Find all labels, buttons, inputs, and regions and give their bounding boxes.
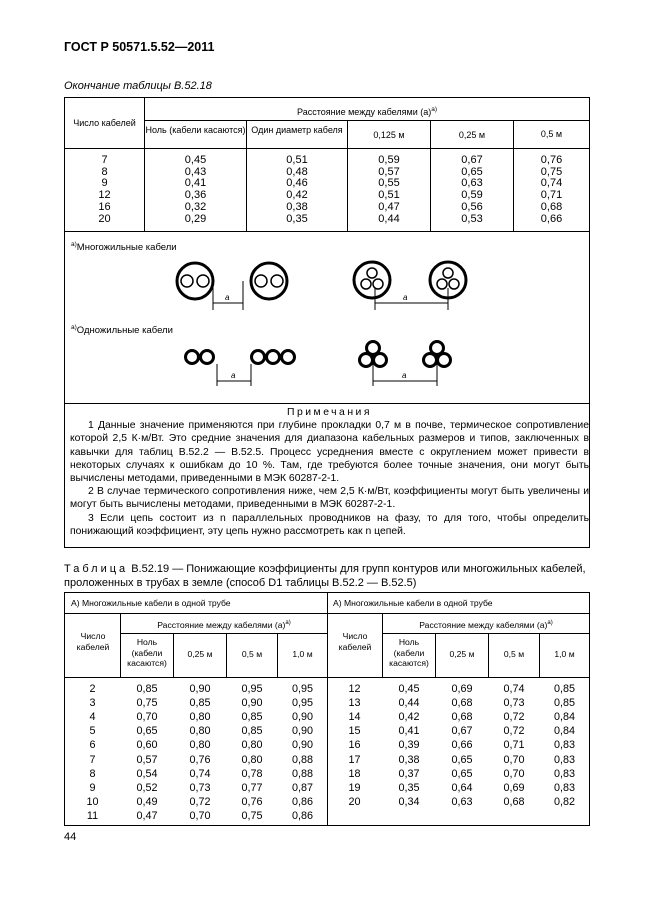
coefficient-cell: 0,71	[540, 189, 563, 202]
coefficient-cell: 0,44	[378, 212, 400, 225]
coefficient-cell: 0,68	[540, 200, 563, 213]
right-coefficient-cell: 0,69	[451, 683, 473, 695]
note-2: 2 В случае термического сопротивления ниже, чем 2,5 К·м/Вт, коэффициенты могут быть увеличены и могут быть вычислены методами, приведенными в МЭК 60287-2-1.	[70, 486, 589, 511]
right-group-header: Расстояние между кабелями $(а)^{а)}$	[419, 619, 553, 630]
left-coefficient-cell: 0,88	[291, 753, 313, 766]
left-coefficient-cell: 0,85	[189, 697, 211, 710]
left-cable-count-cell: 4	[89, 711, 96, 724]
right-coefficient-cell: 0,72	[503, 711, 525, 724]
right-coefficient-cell: 0,35	[398, 781, 420, 794]
coefficient-cell: 0,76	[540, 154, 563, 166]
left-cable-count-cell: 6	[89, 739, 96, 752]
coefficient-cell: 0,46	[286, 177, 308, 190]
right-coefficient-cell: 0,73	[503, 697, 525, 710]
coefficient-cell: 0,66	[540, 212, 563, 225]
right-coefficient-cell: 0,65	[451, 767, 473, 780]
cable-count-cell: 8	[101, 165, 108, 178]
right-coefficient-cell: 0,42	[398, 711, 420, 724]
table-continuation-label: Окончание таблицы В.52.18	[64, 80, 212, 92]
left-coefficient-cell: 0,80	[189, 711, 211, 724]
left-cable-count-cell: 3	[89, 697, 96, 710]
right-coefficient-cell: 0,83	[553, 739, 575, 752]
left-coefficient-cell: 0,75	[136, 697, 158, 710]
table-b5219	[64, 592, 590, 826]
left-col-header: Ноль (кабели касаются)	[127, 637, 167, 668]
left-coefficient-cell: 0,95	[291, 697, 313, 710]
coefficient-cell: 0,57	[378, 165, 400, 178]
left-cable-count-cell: 2	[89, 683, 96, 695]
left-coefficient-cell: 0,76	[241, 795, 263, 808]
cable-arrangement-diagram	[65, 238, 589, 398]
coefficient-cell: 0,42	[286, 189, 308, 202]
right-coefficient-cell: 0,72	[503, 725, 525, 738]
left-coefficient-cell: 0,74	[189, 767, 211, 780]
left-coefficient-cell: 0,80	[189, 725, 211, 738]
left-coefficient-cell: 0,90	[291, 725, 313, 738]
coefficient-cell: 0,56	[461, 200, 483, 213]
cable-count-cell: 9	[101, 177, 108, 190]
left-cable-count-cell: 10	[86, 795, 99, 808]
single-core-cables-label: $^{а)}$Одножильные кабели	[71, 324, 173, 337]
left-coefficient-cell: 0,80	[189, 739, 211, 752]
note-1: 1 Данные значение применяются при глубине прокладки 0,7 м в почве, термическое сопротивление которой 2,5 К·м/Вт. Это средние значения для диапазона кабельных размеров и типов, заключенных в кавычки для таблиц В.52.2 — В.52.5. Процесс усреднения вместе с округлением может привести в некоторых случаях к ошибкам до 10 %. Там, где требуются более точные значения, они могут быть вычислены методами, приведенными в МЭК 60287-2-1.	[70, 420, 589, 485]
left-coefficient-cell: 0,52	[136, 781, 158, 794]
right-coefficient-cell: 0,84	[553, 711, 575, 724]
left-col-header: 0,5 м	[241, 649, 263, 659]
left-cable-count-cell: 5	[89, 725, 96, 738]
left-coefficient-cell: 0,85	[241, 725, 263, 738]
coefficient-cell: 0,38	[286, 200, 308, 213]
right-cable-count-cell: 20	[348, 795, 361, 808]
left-coefficient-cell: 0,80	[241, 739, 263, 752]
right-coefficient-cell: 0,68	[451, 711, 473, 724]
left-coefficient-cell: 0,95	[241, 683, 263, 695]
right-coefficient-cell: 0,63	[451, 795, 473, 808]
left-coefficient-cell: 0,73	[189, 781, 211, 794]
multicore-cables-label: $^{а)}$Многожильные кабели	[71, 241, 177, 254]
left-coefficient-cell: 0,54	[136, 767, 158, 780]
coefficient-cell: 0,43	[184, 165, 207, 178]
right-coefficient-cell: 0,70	[503, 767, 525, 780]
left-coefficient-cell: 0,90	[241, 697, 263, 710]
right-cable-count-cell: 19	[348, 781, 361, 794]
table-notes	[70, 406, 589, 538]
left-coefficient-cell: 0,90	[291, 711, 313, 724]
group-header-spacing: Расстояние между кабелями $(а)^{а)}$	[297, 106, 437, 117]
right-coefficient-cell: 0,34	[398, 795, 420, 808]
left-coefficient-cell: 0,49	[136, 795, 158, 808]
left-coefficient-cell: 0,65	[136, 725, 158, 738]
left-coefficient-cell: 0,86	[291, 809, 313, 822]
multicore-flat-pair	[177, 263, 287, 310]
right-coefficient-cell: 0,66	[451, 739, 473, 752]
coefficient-cell: 0,45	[184, 154, 207, 166]
left-cable-count-cell: 8	[89, 767, 96, 780]
cable-count-cell: 12	[98, 189, 111, 202]
left-cable-count-cell: 7	[89, 753, 96, 766]
dim-a-2: а	[403, 293, 408, 302]
right-coefficient-cell: 0,39	[398, 739, 420, 752]
right-cable-count-cell: 18	[348, 767, 361, 780]
coefficient-cell: 0,75	[540, 165, 563, 178]
left-col-header: 1,0 м	[292, 649, 313, 659]
right-coefficient-cell: 0,84	[553, 725, 575, 738]
left-coefficient-cell: 0,60	[136, 739, 158, 752]
col-header-one-diameter: Один диаметр кабеля	[251, 125, 343, 135]
right-coefficient-cell: 0,85	[553, 697, 575, 710]
right-coefficient-cell: 0,65	[451, 753, 473, 766]
coefficient-cell: 0,63	[461, 177, 483, 190]
left-section-title: А) Многожильные кабели в одной трубе	[71, 598, 231, 608]
dim-a-4: а	[402, 371, 407, 380]
left-coefficient-cell: 0,90	[189, 683, 211, 695]
col-header-025: 0,25 м	[458, 130, 486, 140]
row-header-count: Число кабелей	[73, 118, 136, 128]
right-cable-count-cell: 13	[348, 697, 361, 710]
left-coefficient-cell: 0,80	[241, 753, 263, 766]
right-coefficient-cell: 0,74	[503, 683, 525, 695]
right-coefficient-cell: 0,82	[553, 795, 575, 808]
right-row-header: Число кабелей	[338, 631, 372, 652]
right-cable-count-cell: 17	[348, 753, 361, 766]
coefficient-cell: 0,29	[184, 212, 207, 225]
right-coefficient-cell: 0,83	[553, 767, 575, 780]
coefficient-cell: 0,36	[184, 189, 207, 202]
note-3: 3 Если цепь состоит из n параллельных проводников на фазу, то для того, чтобы определить понижающий коэффициент, эту цепь нужно рассмотреть как n цепей.	[70, 512, 589, 537]
dim-a-3: а	[231, 371, 236, 380]
left-coefficient-cell: 0,85	[241, 711, 263, 724]
left-coefficient-cell: 0,88	[291, 767, 313, 780]
right-coefficient-cell: 0,68	[451, 697, 473, 710]
right-col-header: Ноль (кабели касаются)	[389, 637, 429, 668]
left-coefficient-cell: 0,90	[291, 739, 313, 752]
document-number: ГОСТ Р 50571.5.52—2011	[64, 40, 215, 54]
left-col-header: 0,25 м	[187, 649, 213, 659]
coefficient-cell: 0,32	[184, 200, 207, 213]
col-header-05: 0,5 м	[540, 129, 563, 139]
left-coefficient-cell: 0,85	[136, 683, 158, 695]
right-cable-count-cell: 12	[348, 683, 361, 695]
right-coefficient-cell: 0,37	[398, 767, 420, 780]
coefficient-cell: 0,51	[378, 189, 400, 202]
left-row-header: Число кабелей	[76, 631, 110, 652]
left-coefficient-cell: 0,95	[291, 683, 313, 695]
left-coefficient-cell: 0,75	[241, 809, 263, 822]
right-coefficient-cell: 0,83	[553, 753, 575, 766]
dim-a-1: а	[225, 293, 230, 302]
multicore-trefoil-pair	[354, 262, 466, 310]
right-coefficient-cell: 0,70	[503, 753, 525, 766]
left-coefficient-cell: 0,87	[291, 781, 313, 794]
right-coefficient-cell: 0,69	[503, 781, 525, 794]
coefficient-cell: 0,67	[461, 154, 483, 166]
left-coefficient-cell: 0,77	[241, 781, 263, 794]
cable-count-cell: 16	[98, 200, 111, 213]
right-coefficient-cell: 0,64	[451, 781, 473, 794]
col-header-touching: Ноль (кабели касаются)	[145, 125, 246, 135]
coefficient-cell: 0,48	[286, 165, 308, 178]
right-coefficient-cell: 0,83	[553, 781, 575, 794]
left-coefficient-cell: 0,86	[291, 795, 313, 808]
coefficient-cell: 0,74	[540, 177, 563, 190]
left-coefficient-cell: 0,76	[189, 753, 211, 766]
right-col-header: 0,5 м	[503, 649, 525, 659]
right-section-title: А) Многожильные кабели в одной трубе	[333, 598, 493, 608]
col-header-0125: 0,125 м	[373, 130, 405, 140]
right-cable-count-cell: 16	[348, 739, 361, 752]
coefficient-cell: 0,53	[461, 212, 483, 225]
right-coefficient-cell: 0,67	[451, 725, 473, 738]
left-coefficient-cell: 0,70	[136, 711, 158, 724]
right-col-header: 1,0 м	[554, 649, 575, 659]
coefficient-cell: 0,41	[184, 177, 207, 190]
left-coefficient-cell: 0,78	[241, 767, 263, 780]
coefficient-cell: 0,47	[378, 200, 400, 213]
coefficient-cell: 0,55	[378, 177, 400, 190]
right-coefficient-cell: 0,68	[503, 795, 525, 808]
page-number: 44	[64, 831, 77, 843]
coefficient-cell: 0,35	[286, 212, 308, 225]
right-coefficient-cell: 0,41	[398, 725, 420, 738]
left-cable-count-cell: 9	[89, 781, 96, 794]
left-coefficient-cell: 0,47	[136, 809, 158, 822]
left-coefficient-cell: 0,70	[189, 809, 211, 822]
coefficient-cell: 0,59	[461, 189, 483, 202]
right-coefficient-cell: 0,71	[503, 739, 525, 752]
coefficient-cell: 0,65	[461, 165, 483, 178]
notes-title: Примечания	[287, 407, 372, 418]
left-cable-count-cell: 11	[86, 809, 99, 822]
right-col-header: 0,25 м	[449, 649, 475, 659]
left-coefficient-cell: 0,57	[136, 753, 158, 766]
single-core-flat-group	[186, 351, 295, 387]
right-coefficient-cell: 0,38	[398, 753, 420, 766]
left-coefficient-cell: 0,72	[189, 795, 211, 808]
right-coefficient-cell: 0,45	[398, 683, 420, 695]
table-b5219-caption: Таблица В.52.19 — Понижающие коэффициенты для групп контуров или многожильных кабелей, проложенных в трубах в земле (способ D1 таблицы В.52.2 — В.52.5)	[64, 563, 586, 589]
coefficient-cell: 0,59	[378, 154, 400, 166]
right-cable-count-cell: 14	[348, 711, 361, 724]
left-group-header: Расстояние между кабелями $(а)^{а)}$	[157, 619, 291, 630]
right-coefficient-cell: 0,85	[553, 683, 575, 695]
cable-count-cell: 7	[101, 154, 108, 166]
coefficient-cell: 0,51	[286, 154, 308, 166]
right-cable-count-cell: 15	[348, 725, 361, 738]
right-coefficient-cell: 0,44	[398, 697, 420, 710]
cable-count-cell: 20	[98, 212, 111, 225]
